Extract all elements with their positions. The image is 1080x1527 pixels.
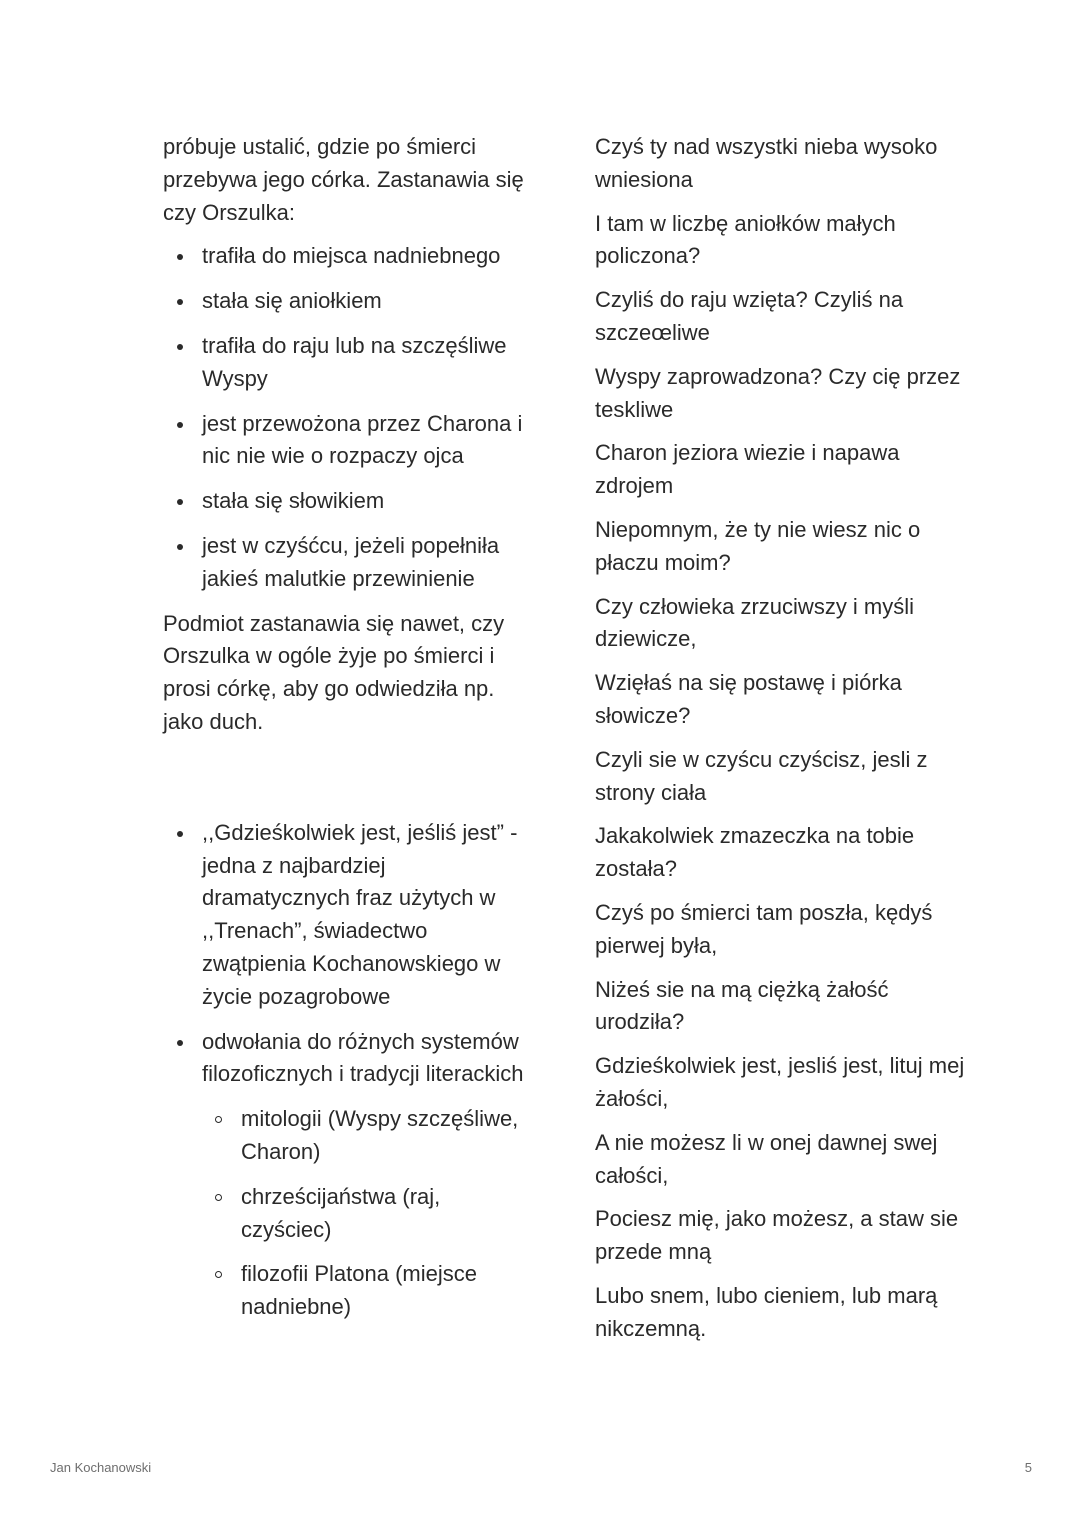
options-list bbox=[163, 240, 533, 595]
poem-line: Niepomnym, że ty nie wiesz nic o płaczu moim? bbox=[595, 516, 921, 575]
sub-list-item: chrześcijaństwa (raj, czyściec) bbox=[202, 1181, 533, 1247]
list-item-label: odwołania do różnych systemów filozoficznych i tradycji literackich bbox=[202, 1028, 524, 1087]
list-item: jest przewożona przez Charona i nic nie wie o rozpaczy ojca bbox=[163, 408, 533, 474]
summary-paragraph: Podmiot zastanawia się nawet, czy Orszulka w ogóle żyje po śmierci i prosi córkę, aby go odwiedziła np. jako duch. bbox=[163, 610, 505, 734]
list-item: stała się słowikiem bbox=[163, 485, 533, 518]
poem-line: Czyliś do raju wzięta? Czyliś na szczeœliwe bbox=[595, 287, 904, 345]
poem-line: Czyś ty nad wszystki nieba wysoko wniesiona bbox=[595, 134, 938, 192]
sub-list-item: mitologii (Wyspy szczęśliwe, Charon) bbox=[202, 1103, 533, 1169]
list-item: ,,Gdzieśkolwiek jest, jeśliś jest” - jedna z najbardziej dramatycznych fraz użytych w ,,Trenach”, świadectwo zwątpienia Kochanowskiego w życie pozagrobowe bbox=[163, 817, 533, 1014]
sub-list-item: filozofii Platona (miejsce nadniebne) bbox=[202, 1258, 533, 1324]
poem-line: Charon jeziora wiezie i napawa zdrojem bbox=[595, 440, 900, 499]
spacer bbox=[163, 750, 533, 817]
poem-line: Jakakolwiek zmazeczka na tobie została? bbox=[595, 823, 915, 882]
poem-line: A nie możesz li w onej dawnej swej całości, bbox=[595, 1129, 938, 1188]
footer-author: Jan Kochanowski bbox=[50, 1460, 152, 1475]
poem-line: Wyspy zaprowadzona? Czy cię przez teskliwe bbox=[595, 363, 961, 422]
poem-line: Gdzieśkolwiek jest, jesliś jest, lituj mej żałości, bbox=[595, 1053, 965, 1111]
sub-list bbox=[202, 1103, 533, 1324]
poem-line: Pociesz mię, jako możesz, a staw sie przede mną bbox=[595, 1206, 959, 1265]
list-item: trafiła do raju lub na szczęśliwe Wyspy bbox=[163, 330, 533, 396]
poem-line: Niżeś sie na mą ciężką żałość urodziła? bbox=[595, 976, 889, 1035]
list-item: trafiła do miejsca nadniebnego bbox=[163, 240, 533, 273]
poem-line: Czy człowieka zrzuciwszy i myśli dziewicze, bbox=[595, 593, 915, 652]
list-item bbox=[163, 1026, 533, 1324]
left-column bbox=[163, 131, 533, 1336]
poem-line: Czyli sie w czyścu czyścisz, jesli z strony ciała bbox=[595, 746, 928, 805]
poem-column bbox=[595, 131, 965, 1357]
poem-line: Lubo snem, lubo cieniem, lub marą nikczemną. bbox=[595, 1282, 938, 1341]
list-item: stała się aniołkiem bbox=[163, 285, 533, 318]
page-number: 5 bbox=[1024, 1460, 1032, 1475]
list-item: jest w czyśćcu, jeżeli popełniła jakieś malutkie przewinienie bbox=[163, 530, 533, 596]
poem-line: I tam w liczbę aniołków małych policzona? bbox=[595, 210, 896, 269]
poem-line: Wzięłaś na się postawę i piórka słowicze? bbox=[595, 670, 902, 728]
notes-list bbox=[163, 817, 533, 1324]
intro-paragraph: próbuje ustalić, gdzie po śmierci przebywa jego córka. Zastanawia się czy Orszulka: bbox=[163, 134, 524, 225]
poem-line: Czyś po śmierci tam poszła, kędyś pierwej była, bbox=[595, 899, 933, 958]
